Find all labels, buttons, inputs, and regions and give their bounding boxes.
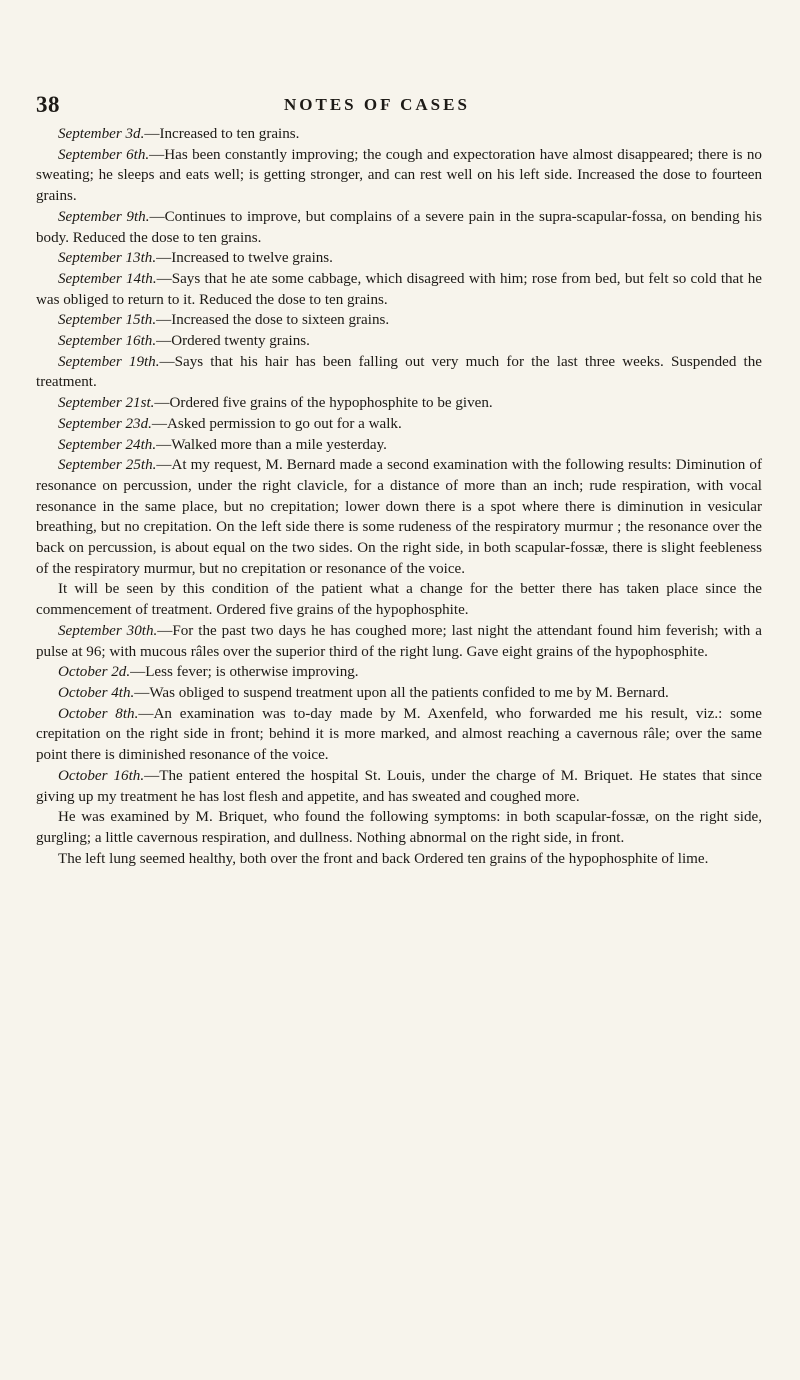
entry-date: September 30th. [58,622,158,639]
entry-text: —Asked permission to go out for a walk. [151,415,402,432]
entry-text: —Increased to twelve grains. [156,250,333,267]
entry-date: September 13th. [58,250,157,267]
entry-date: September 23d. [58,415,152,432]
entry-date: September 16th. [58,333,157,350]
case-notes-body [36,124,762,869]
case-note-paragraph [36,662,762,683]
entry-date: September 6th. [58,146,150,163]
entry-date: October 4th. [58,684,135,701]
entry-text: —At my request, M. Bernard made a second examination with the following results: Diminution of resonance on percussion, under the right clavicle, for a distance of more than an inch; rude respiration, with vocal resonance in the same place, but no crepitation; lower down there is a spot where there is diminution in vesicular breathing, but no crepitation. On the left side there is some rudeness of the respiratory murmur ; the resonance over the back on percussion, is about equal on the two sides. On the right side, in both scapular-fossæ, there is slight feebleness of the respiratory murmur, but no crepitation or resonance of the voice. [36,457,762,577]
page-header [36,92,764,122]
running-head: NOTES OF CASES [284,95,470,114]
entry-text: —The patient entered the hospital St. Louis, under the charge of M. Briquet. He states that since giving up my treatment he has lost flesh and appetite, and has sweated and coughed more. [36,767,763,805]
page-number: 38 [36,92,60,117]
case-note-paragraph [36,807,762,848]
case-note-paragraph [36,393,762,414]
entry-text: —Walked more than a mile yesterday. [156,436,387,453]
entry-text: —Increased to ten grains. [144,126,300,142]
case-note-paragraph [36,207,762,248]
case-note-paragraph [36,352,762,393]
entry-text: —Was obliged to suspend treatment upon all the patients confided to me by M. Bernard. [134,684,669,701]
entry-date: September 19th. [58,353,160,370]
entry-text: —Ordered twenty grains. [156,333,310,350]
entry-text: The left lung seemed healthy, both over the front and back Ordered ten grains of the hypophosphite of lime. [58,850,709,867]
case-note-paragraph [36,331,762,352]
case-note-paragraph [36,849,762,870]
case-note-paragraph [36,766,762,807]
case-note-paragraph [36,124,762,145]
case-note-paragraph [36,145,762,207]
entry-text: —For the past two days he has coughed more; last night the attendant found him feverish; with a pulse at 96; with mucous râles over the superior third of the right lung. Gave eight grains of the hypophosphite. [36,622,762,660]
entry-date: September 25th. [58,457,157,474]
entry-date: September 14th. [58,270,157,287]
entry-text: He was examined by M. Briquet, who found the following symptoms: in both scapular-fossæ, on the right side, gurgling; a little cavernous respiration, and dullness. Nothing abnormal on the right side, in front. [36,809,762,846]
case-note-paragraph [36,621,762,662]
case-note-paragraph [36,683,762,704]
entry-text: —Increased the dose to sixteen grains. [156,312,390,329]
case-note-paragraph [36,414,762,435]
entry-text: —Has been constantly improving; the cough and expectoration have almost disappeared; there is no sweating; he sleeps and eats well; is getting stronger, and can rest well on his left side. Increased the dose to fourteen grains. [36,146,762,205]
entry-date: October 2d. [58,664,131,681]
entry-text: —Less fever; is otherwise improving. [130,664,359,681]
entry-date: September 21st. [58,395,155,412]
entry-date: September 3d. [58,126,145,142]
case-note-paragraph [36,248,762,269]
case-note-paragraph [36,435,762,456]
case-note-paragraph [36,310,762,331]
case-note-paragraph [36,455,762,579]
entry-date: September 15th. [58,312,157,329]
case-note-paragraph [36,269,762,310]
entry-text: It will be seen by this condition of the patient what a change for the better there has taken place since the commencement of treatment. Ordered five grains of the hypophosphite. [36,581,762,619]
entry-date: September 9th. [58,208,150,225]
case-note-paragraph [36,704,762,766]
entry-text: —An examination was to-day made by M. Axenfeld, who forwarded me his result, viz.: some crepitation on the right side in front; behind it is more marked, and almost reaching a cavernous râle; over the same point there is diminished resonance of the voice. [36,705,762,764]
entry-text: —Continues to improve, but complains of a severe pain in the supra-scapular-fossa, on bending his body. Reduced the dose to ten grains. [36,208,762,246]
case-note-paragraph [36,579,762,620]
entry-date: October 16th. [58,767,145,784]
entry-date: September 24th. [58,436,157,453]
entry-text: —Says that he ate some cabbage, which disagreed with him; rose from bed, but felt so cold that he was obliged to return to it. Reduced the dose to ten grains. [36,270,762,308]
entry-text: —Says that his hair has been falling out very much for the last three weeks. Suspended the treatment. [36,353,762,391]
entry-date: October 8th. [58,705,139,722]
entry-text: —Ordered five grains of the hypophosphite to be given. [154,395,493,412]
